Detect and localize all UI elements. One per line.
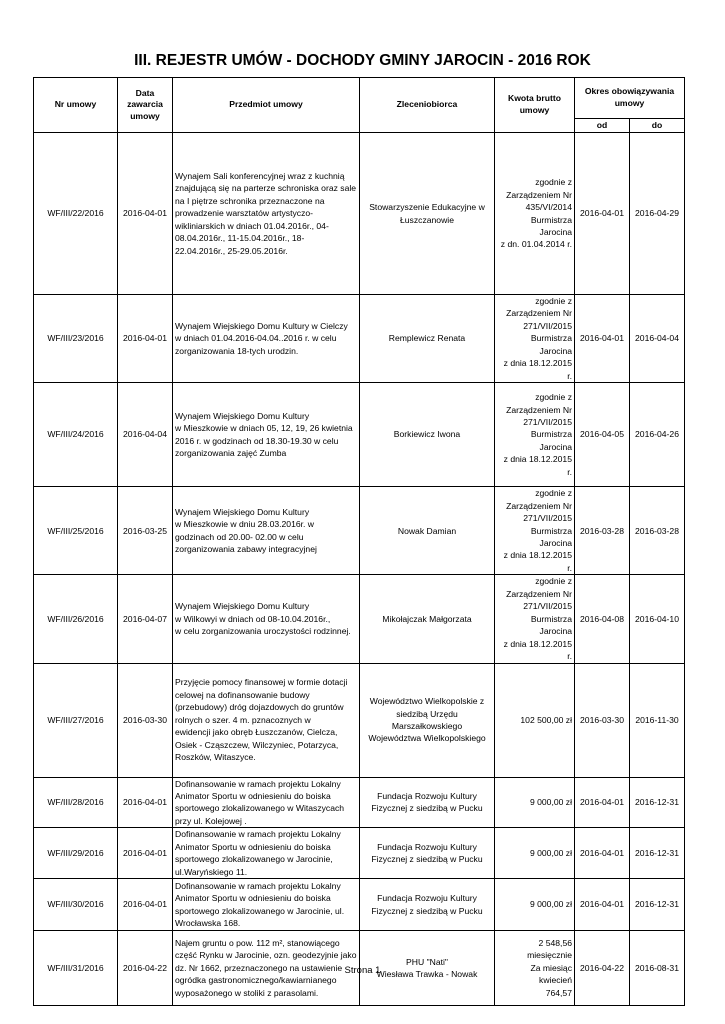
- row-date: 2016-04-01: [118, 133, 173, 295]
- row-subject: Dofinansowanie w ramach projektu Lokalny Animator Sportu w odniesieniu do boiska sportowego zlokalizowanego w Jarocinie, ul.Waryńskiego 11.: [173, 828, 360, 879]
- row-date-from: 2016-04-01: [575, 879, 630, 931]
- row-date-from: 2016-04-08: [575, 575, 630, 663]
- row-contractor: Mikołajczak Małgorzata: [360, 575, 495, 663]
- row-contractor: Województwo Wielkopolskie z siedzibą Urzędu Marszałkowskiego Województwa Wielkopolskiego: [360, 663, 495, 777]
- row-contractor: Fundacja Rozwoju Kultury Fizycznej z siedzibą w Pucku: [360, 777, 495, 828]
- row-amount: 102 500,00 zł: [495, 663, 575, 777]
- row-date: 2016-04-22: [118, 931, 173, 1006]
- row-contractor: PHU "Nati" Wiesława Trawka - Nowak: [360, 931, 495, 1006]
- row-subject: Dofinansowanie w ramach projektu Lokalny Animator Sportu w odniesieniu do boiska sportowego zlokalizowanego w Witaszycach przy ul. Kolejowej .: [173, 777, 360, 828]
- row-subject: Dofinansowanie w ramach projektu Lokalny Animator Sportu w odniesieniu do boiska sportowego zlokalizowanego w Jarocinie, ul. Wrocławska 168.: [173, 879, 360, 931]
- header-kwota: Kwota brutto umowy: [495, 78, 575, 133]
- row-date-to: 2016-04-29: [630, 133, 685, 295]
- row-date-from: 2016-04-01: [575, 133, 630, 295]
- row-subject: Wynajem Wiejskiego Domu Kultury w Cielczy w dniach 01.04.2016-04.04..2016 r. w celu zorganizowania 18-tych urodzin.: [173, 295, 360, 383]
- row-date-to: 2016-04-04: [630, 295, 685, 383]
- row-number: WF/III/22/2016: [34, 133, 118, 295]
- row-number: WF/III/24/2016: [34, 383, 118, 487]
- header-okres: Okres obowiązywania umowy: [575, 78, 685, 119]
- table-row: [34, 777, 685, 828]
- row-date-to: 2016-12-31: [630, 777, 685, 828]
- row-date-from: 2016-04-22: [575, 931, 630, 1006]
- contracts-table: [33, 77, 685, 1006]
- row-number: WF/III/25/2016: [34, 487, 118, 575]
- table-row: [34, 133, 685, 295]
- row-subject: Przyjęcie pomocy finansowej w formie dotacji celowej na dofinansowanie budowy (przebudowy) dróg dojazdowych do gruntów rolnych o szer. 4 m. pznacoznych w ewidencji jako obręb Łuszczanów, Cielcza, Osiek - Cząszczew, Wilczyniec, Potarzyca, Roszków, Witaszyce.: [173, 663, 360, 777]
- row-date-to: 2016-12-31: [630, 828, 685, 879]
- table-row: [34, 487, 685, 575]
- row-date: 2016-03-25: [118, 487, 173, 575]
- row-amount: 9 000,00 zł: [495, 828, 575, 879]
- row-date-to: 2016-03-28: [630, 487, 685, 575]
- row-number: WF/III/30/2016: [34, 879, 118, 931]
- row-number: WF/III/29/2016: [34, 828, 118, 879]
- row-subject: Wynajem Wiejskiego Domu Kultury w Mieszkowie w dniach 05, 12, 19, 26 kwietnia 2016 r. w godzinach od 18.30-19.30 w celu zorganizowania zajęć Zumba: [173, 383, 360, 487]
- page-footer: Strona 1: [344, 965, 381, 976]
- row-date-from: 2016-03-28: [575, 487, 630, 575]
- table-row: [34, 828, 685, 879]
- row-contractor: Borkiewicz Iwona: [360, 383, 495, 487]
- table-row: [34, 575, 685, 663]
- row-date-from: 2016-04-01: [575, 295, 630, 383]
- row-amount: zgodnie z Zarządzeniem Nr 271/VII/2015 Burmistrza Jarocina z dnia 18.12.2015 r.: [495, 487, 575, 575]
- row-subject: Najem gruntu o pow. 112 m², stanowiącego część Rynku w Jarocinie, ozn. geodezyjnie jako dz. Nr 1662, przeznaczonego na ustawienie ogródka gastronomicznego/kawiarnianego wyposażonego w stoliki z parasolami.: [173, 931, 360, 1006]
- row-date: 2016-04-07: [118, 575, 173, 663]
- row-date: 2016-04-04: [118, 383, 173, 487]
- row-number: WF/III/28/2016: [34, 777, 118, 828]
- row-date-to: 2016-04-26: [630, 383, 685, 487]
- header-od: od: [575, 119, 630, 133]
- row-date-from: 2016-04-01: [575, 828, 630, 879]
- row-date: 2016-04-01: [118, 828, 173, 879]
- table-row: [34, 663, 685, 777]
- row-date-from: 2016-03-30: [575, 663, 630, 777]
- row-contractor: Nowak Damian: [360, 487, 495, 575]
- row-contractor: Fundacja Rozwoju Kultury Fizycznej z siedzibą w Pucku: [360, 828, 495, 879]
- row-date: 2016-04-01: [118, 879, 173, 931]
- page-title: III. REJESTR UMÓW - DOCHODY GMINY JAROCIN - 2016 ROK: [134, 52, 591, 69]
- row-contractor: Remplewicz Renata: [360, 295, 495, 383]
- row-date-to: 2016-11-30: [630, 663, 685, 777]
- row-amount: 9 000,00 zł: [495, 879, 575, 931]
- row-amount: zgodnie z Zarządzeniem Nr 271/VII/2015 Burmistrza Jarocina z dnia 18.12.2015 r.: [495, 295, 575, 383]
- row-number: WF/III/27/2016: [34, 663, 118, 777]
- row-date-from: 2016-04-05: [575, 383, 630, 487]
- row-date-to: 2016-08-31: [630, 931, 685, 1006]
- row-amount: zgodnie z Zarządzeniem Nr 271/VII/2015 Burmistrza Jarocina z dnia 18.12.2015 r.: [495, 383, 575, 487]
- table-row: [34, 879, 685, 931]
- row-date-to: 2016-12-31: [630, 879, 685, 931]
- header-data: Data zawarcia umowy: [118, 78, 173, 133]
- table-row: [34, 383, 685, 487]
- row-amount: zgodnie z Zarządzeniem Nr 271/VII/2015 Burmistrza Jarocina z dnia 18.12.2015 r.: [495, 575, 575, 663]
- row-amount: 9 000,00 zł: [495, 777, 575, 828]
- row-number: WF/III/31/2016: [34, 931, 118, 1006]
- row-amount: 2 548,56 miesięcznie Za miesiąc kwiecień 764,57: [495, 931, 575, 1006]
- row-subject: Wynajem Wiejskiego Domu Kultury w Wilkowyi w dniach od 08-10.04.2016r., w celu zorganizowania uroczystości rodzinnej.: [173, 575, 360, 663]
- row-number: WF/III/23/2016: [34, 295, 118, 383]
- row-subject: Wynajem Wiejskiego Domu Kultury w Mieszkowie w dniu 28.03.2016r. w godzinach od 20.00- 02.00 w celu zorganizowania zabawy integracyjnej: [173, 487, 360, 575]
- header-do: do: [630, 119, 685, 133]
- header-przedmiot: Przedmiot umowy: [173, 78, 360, 133]
- row-date: 2016-04-01: [118, 295, 173, 383]
- row-amount: zgodnie z Zarządzeniem Nr 435/VI/2014 Burmistrza Jarocina z dn. 01.04.2014 r.: [495, 133, 575, 295]
- row-date: 2016-03-30: [118, 663, 173, 777]
- row-date: 2016-04-01: [118, 777, 173, 828]
- row-contractor: Stowarzyszenie Edukacyjne w Łuszczanowie: [360, 133, 495, 295]
- header-nr: Nr umowy: [34, 78, 118, 133]
- table-row: [34, 295, 685, 383]
- row-subject: Wynajem Sali konferencyjnej wraz z kuchnią znajdującą się na parterze schroniska oraz sale na I piętrze schronika przeznaczone na prowadzenie warsztatów artystyczo- wikliniarskich w dniach 01.04.2016r., 04- 08.04.2016r., 11-15.04.2016r., 18- 22.04.2016r., 25-29.05.2016r.: [173, 133, 360, 295]
- row-contractor: Fundacja Rozwoju Kultury Fizycznej z siedzibą w Pucku: [360, 879, 495, 931]
- header-zleceniobiorca: Zleceniobiorca: [360, 78, 495, 133]
- row-number: WF/III/26/2016: [34, 575, 118, 663]
- row-date-from: 2016-04-01: [575, 777, 630, 828]
- row-date-to: 2016-04-10: [630, 575, 685, 663]
